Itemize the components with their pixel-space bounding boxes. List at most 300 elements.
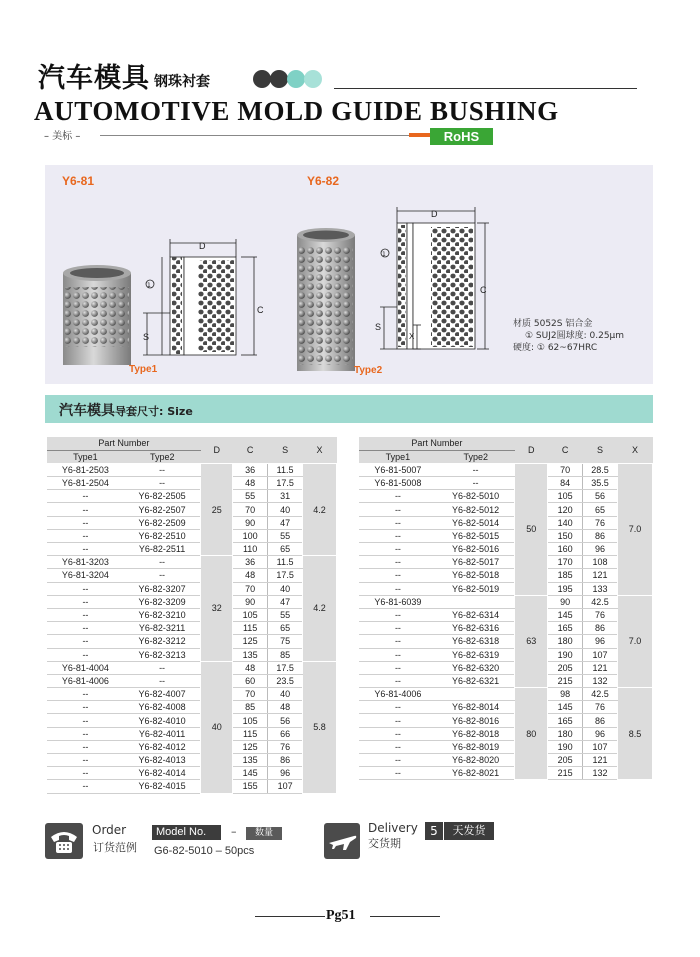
cell-s: 76	[268, 740, 303, 753]
cell-type2: Y6-82-5015	[437, 529, 515, 542]
cell-s: 65	[268, 543, 303, 556]
cell-type1: Y6-81-6039	[359, 595, 437, 608]
cell-x: 4.2	[303, 463, 337, 555]
cell-c: 190	[548, 740, 583, 753]
cell-c: 140	[548, 516, 583, 529]
size-section-band	[45, 395, 653, 423]
cell-type2: Y6-82-3211	[124, 622, 201, 635]
cell-s: 86	[268, 754, 303, 767]
cell-s: 75	[268, 635, 303, 648]
cell-type2: --	[437, 463, 515, 476]
model-label-y6-82: Y6-82	[307, 174, 340, 188]
cell-s: 56	[268, 714, 303, 727]
cell-type1: --	[47, 503, 124, 516]
cell-c: 190	[548, 648, 583, 661]
table-row	[47, 701, 337, 714]
cell-s: 17.5	[268, 661, 303, 674]
cell-type2: Y6-82-8016	[437, 714, 515, 727]
cell-type2: Y6-82-5014	[437, 516, 515, 529]
spec-ball: ① SUJ2圆球度: 0.25μm	[525, 331, 625, 341]
cell-c: 84	[548, 477, 583, 490]
cell-type1: --	[47, 714, 124, 727]
cell-type2: Y6-82-8020	[437, 754, 515, 767]
cell-type1: --	[47, 767, 124, 780]
type1-drawing	[143, 239, 257, 355]
cell-c: 115	[233, 622, 268, 635]
cell-type1: Y6-81-4004	[47, 661, 124, 674]
cell-type2: Y6-82-5019	[437, 582, 515, 595]
table-row	[359, 582, 653, 595]
cell-c: 160	[548, 543, 583, 556]
cell-s: 76	[583, 516, 618, 529]
cell-s: 11.5	[268, 556, 303, 569]
table-row	[47, 477, 337, 490]
cell-c: 180	[548, 635, 583, 648]
cell-type2: --	[124, 477, 201, 490]
cell-type2: --	[124, 661, 201, 674]
cell-type1: --	[359, 714, 437, 727]
table-row	[47, 674, 337, 687]
cell-s: 55	[268, 608, 303, 621]
cell-s: 86	[583, 529, 618, 542]
cell-type2: Y6-82-4010	[124, 714, 201, 727]
cell-c: 135	[233, 648, 268, 661]
cell-type1: --	[47, 622, 124, 635]
col-s-header: S	[583, 437, 618, 463]
table-row	[47, 463, 337, 476]
airplane-icon	[324, 823, 360, 859]
table-row	[47, 529, 337, 542]
decor-dots	[253, 70, 321, 88]
table-row	[47, 740, 337, 753]
cell-type2: Y6-82-4008	[124, 701, 201, 714]
cell-s: 47	[268, 516, 303, 529]
cell-type1: --	[359, 674, 437, 687]
cell-type2: --	[124, 463, 201, 476]
cell-x: 8.5	[618, 688, 653, 780]
cell-type2: Y6-82-6316	[437, 622, 515, 635]
cell-c: 90	[233, 516, 268, 529]
cell-c: 170	[548, 556, 583, 569]
table-row	[359, 477, 653, 490]
cell-s: 47	[268, 595, 303, 608]
type2-marker: 1	[382, 251, 386, 258]
cell-type1: --	[359, 635, 437, 648]
cell-s: 31	[268, 490, 303, 503]
order-example: G6-82-5010 – 50pcs	[154, 845, 255, 857]
cell-c: 70	[233, 503, 268, 516]
cell-d: 63	[515, 595, 548, 687]
cell-type1: --	[359, 661, 437, 674]
decor-dot	[304, 70, 322, 88]
cell-d: 50	[515, 463, 548, 595]
cell-c: 150	[548, 529, 583, 542]
cell-x: 7.0	[618, 463, 653, 595]
cell-type2: Y6-82-6318	[437, 635, 515, 648]
table-row	[359, 688, 653, 701]
cell-s: 23.5	[268, 674, 303, 687]
table-row	[47, 582, 337, 595]
cell-type1: --	[47, 516, 124, 529]
cell-type1: --	[47, 740, 124, 753]
cell-type2: Y6-82-2507	[124, 503, 201, 516]
table-row	[359, 661, 653, 674]
col-x-header: X	[618, 437, 653, 463]
type2-dim-s: S	[375, 322, 382, 332]
cell-type1: --	[47, 635, 124, 648]
table-row	[47, 556, 337, 569]
cell-type2: Y6-82-8014	[437, 701, 515, 714]
table-row	[359, 543, 653, 556]
cell-c: 135	[233, 754, 268, 767]
cell-type1: --	[359, 503, 437, 516]
cell-s: 40	[268, 688, 303, 701]
cell-type1: --	[359, 740, 437, 753]
type2-dim-x: X	[409, 332, 415, 341]
cell-s: 40	[268, 582, 303, 595]
footer-line-right	[370, 916, 440, 917]
col-type1-header: Type1	[359, 450, 437, 463]
header-subtitle-cn: 钢珠衬套	[154, 74, 210, 90]
cell-c: 145	[548, 608, 583, 621]
size-table-right	[359, 437, 653, 780]
cell-type2	[437, 595, 515, 608]
cell-c: 70	[233, 688, 268, 701]
table-row	[359, 622, 653, 635]
cell-type2: Y6-82-2505	[124, 490, 201, 503]
cell-c: 185	[548, 569, 583, 582]
cell-type2: Y6-82-2509	[124, 516, 201, 529]
cell-type1: --	[359, 516, 437, 529]
table-row	[47, 780, 337, 793]
cell-type1: --	[359, 727, 437, 740]
cell-d: 32	[201, 556, 233, 662]
cell-c: 90	[233, 595, 268, 608]
cell-type1: --	[359, 701, 437, 714]
cell-c: 60	[233, 674, 268, 687]
cell-c: 85	[233, 701, 268, 714]
phone-icon	[45, 823, 83, 859]
cell-type2: Y6-82-3212	[124, 635, 201, 648]
cell-type2: Y6-82-4012	[124, 740, 201, 753]
cell-s: 96	[268, 767, 303, 780]
cell-s: 40	[268, 503, 303, 516]
cell-c: 105	[233, 608, 268, 621]
cell-type1: --	[47, 529, 124, 542]
cell-type2: Y6-82-6314	[437, 608, 515, 621]
order-dash: –	[231, 825, 237, 838]
cell-s: 17.5	[268, 477, 303, 490]
delivery-label-en: Delivery	[368, 821, 418, 835]
model-no-label: Model No.	[152, 825, 221, 840]
cell-type2: Y6-82-5016	[437, 543, 515, 556]
cell-c: 105	[233, 714, 268, 727]
part-number-header: Part Number	[47, 437, 201, 450]
table-row	[359, 674, 653, 687]
table-row	[359, 754, 653, 767]
cell-s: 121	[583, 661, 618, 674]
cell-c: 98	[548, 688, 583, 701]
material-specs	[513, 318, 624, 354]
table-row	[359, 648, 653, 661]
table-row	[47, 714, 337, 727]
cell-x: 4.2	[303, 556, 337, 662]
cell-type2: Y6-82-4007	[124, 688, 201, 701]
type2-dim-d: D	[431, 209, 438, 219]
cell-c: 70	[548, 463, 583, 476]
cell-s: 108	[583, 556, 618, 569]
cell-type1: Y6-81-2503	[47, 463, 124, 476]
table-row	[47, 767, 337, 780]
cell-type2: Y6-82-2510	[124, 529, 201, 542]
cell-s: 65	[583, 503, 618, 516]
table-row	[359, 569, 653, 582]
cell-type2: Y6-82-2511	[124, 543, 201, 556]
cell-s: 76	[583, 701, 618, 714]
cell-c: 48	[233, 477, 268, 490]
cell-type2: Y6-82-4013	[124, 754, 201, 767]
type1-marker: 1	[147, 282, 151, 289]
cell-s: 121	[583, 754, 618, 767]
cell-type1: Y6-81-2504	[47, 477, 124, 490]
page-number: Pg51	[326, 908, 356, 923]
table-row	[47, 754, 337, 767]
cell-d: 25	[201, 463, 233, 555]
type1-dim-s: S	[143, 332, 150, 342]
cell-type1: --	[359, 543, 437, 556]
cell-type1: --	[359, 608, 437, 621]
cell-type1: --	[47, 582, 124, 595]
cell-c: 165	[548, 622, 583, 635]
col-type2-header: Type2	[437, 450, 515, 463]
cell-type1: --	[359, 622, 437, 635]
cell-c: 165	[548, 714, 583, 727]
size-title-main: 汽车模具	[59, 403, 115, 419]
cell-s: 76	[583, 608, 618, 621]
cell-c: 125	[233, 635, 268, 648]
table-row	[47, 543, 337, 556]
table-row	[359, 635, 653, 648]
table-row	[359, 556, 653, 569]
table-row	[47, 503, 337, 516]
table-row	[47, 661, 337, 674]
cell-s: 121	[583, 569, 618, 582]
cell-type2: Y6-82-3207	[124, 582, 201, 595]
cell-type2: Y6-82-5012	[437, 503, 515, 516]
table-row	[47, 688, 337, 701]
cell-type2: Y6-82-5010	[437, 490, 515, 503]
table-row	[359, 740, 653, 753]
cell-type2: Y6-82-3210	[124, 608, 201, 621]
cell-type2: Y6-82-4014	[124, 767, 201, 780]
cell-s: 132	[583, 767, 618, 780]
table-row	[359, 516, 653, 529]
cell-type2: Y6-82-4011	[124, 727, 201, 740]
cell-type2: Y6-82-6319	[437, 648, 515, 661]
cell-s: 86	[583, 622, 618, 635]
cell-s: 28.5	[583, 463, 618, 476]
cell-s: 42.5	[583, 688, 618, 701]
decor-dot	[253, 70, 271, 88]
col-s-header: S	[268, 437, 303, 463]
decor-dot	[270, 70, 288, 88]
table-row	[47, 648, 337, 661]
table-row	[47, 490, 337, 503]
cell-type1: Y6-81-4006	[47, 674, 124, 687]
cell-x: 5.8	[303, 661, 337, 793]
decor-dot	[287, 70, 305, 88]
col-type2-header: Type2	[124, 450, 201, 463]
type2-label: Type2	[354, 365, 383, 376]
cell-type2: --	[437, 477, 515, 490]
cell-c: 145	[233, 767, 268, 780]
delivery-days: 5	[425, 822, 443, 840]
type1-dim-d: D	[199, 241, 206, 251]
cell-type1: --	[47, 727, 124, 740]
order-label-cn: 订货范例	[93, 841, 137, 854]
cell-c: 55	[233, 490, 268, 503]
table-row	[359, 701, 653, 714]
cell-type1: --	[359, 556, 437, 569]
cell-type2: Y6-82-6320	[437, 661, 515, 674]
header-title-en: AUTOMOTIVE MOLD GUIDE BUSHING	[34, 96, 559, 126]
standard-label: – 美标 –	[44, 131, 81, 142]
cell-s: 86	[583, 714, 618, 727]
cell-s: 85	[268, 648, 303, 661]
cell-c: 48	[233, 569, 268, 582]
col-c-header: C	[233, 437, 268, 463]
type1-photo	[63, 265, 131, 365]
cell-c: 120	[548, 503, 583, 516]
cell-d: 80	[515, 688, 548, 780]
cell-c: 36	[233, 556, 268, 569]
cell-type2: --	[124, 556, 201, 569]
table-row	[359, 767, 653, 780]
table-row	[47, 622, 337, 635]
type2-drawing	[380, 207, 489, 349]
table-row	[47, 595, 337, 608]
cell-c: 205	[548, 661, 583, 674]
cell-s: 55	[268, 529, 303, 542]
cell-type2: Y6-82-5018	[437, 569, 515, 582]
col-type1-header: Type1	[47, 450, 124, 463]
cell-type2: --	[124, 569, 201, 582]
cell-type1: --	[47, 595, 124, 608]
size-title-sub: 导套尺寸: Size	[115, 405, 193, 418]
standard-divider	[100, 135, 410, 136]
table-row	[47, 516, 337, 529]
cell-c: 215	[548, 674, 583, 687]
cell-c: 105	[548, 490, 583, 503]
type2-dim-c: C	[480, 285, 487, 295]
cell-c: 70	[233, 582, 268, 595]
type1-dim-c: C	[257, 305, 264, 315]
col-c-header: C	[548, 437, 583, 463]
table-row	[359, 608, 653, 621]
cell-c: 145	[548, 701, 583, 714]
col-d-header: D	[201, 437, 233, 463]
cell-type1: Y6-81-5007	[359, 463, 437, 476]
table-row	[359, 503, 653, 516]
cell-s: 133	[583, 582, 618, 595]
model-label-y6-81: Y6-81	[62, 174, 95, 188]
size-table-left	[47, 437, 337, 794]
table-row	[47, 569, 337, 582]
order-label-en: Order	[92, 823, 127, 837]
table-row	[47, 608, 337, 621]
cell-type1: --	[359, 569, 437, 582]
cell-type2	[437, 688, 515, 701]
cell-c: 110	[233, 543, 268, 556]
cell-type1: --	[359, 582, 437, 595]
table-row	[359, 463, 653, 476]
cell-type1: --	[47, 754, 124, 767]
cell-c: 125	[233, 740, 268, 753]
cell-type1: --	[47, 688, 124, 701]
cell-type2: Y6-82-4015	[124, 780, 201, 793]
cell-d: 40	[201, 661, 233, 793]
header-title-cn-row	[38, 60, 210, 94]
delivery-days-text: 天发货	[444, 822, 494, 840]
cell-type1: --	[47, 648, 124, 661]
cell-type1: --	[47, 780, 124, 793]
cell-type2: --	[124, 674, 201, 687]
cell-type1: --	[47, 608, 124, 621]
table-row	[359, 714, 653, 727]
table-row	[359, 490, 653, 503]
type1-label: Type1	[129, 364, 158, 375]
cell-type1: Y6-81-3204	[47, 569, 124, 582]
accent-bar	[409, 133, 430, 137]
cell-type1: --	[359, 767, 437, 780]
cell-s: 96	[583, 727, 618, 740]
cell-x: 7.0	[618, 595, 653, 687]
cell-type2: Y6-82-3213	[124, 648, 201, 661]
part-number-header: Part Number	[359, 437, 515, 450]
cell-type2: Y6-82-6321	[437, 674, 515, 687]
cell-type2: Y6-82-5017	[437, 556, 515, 569]
rohs-badge: RoHS	[430, 128, 493, 145]
cell-type2: Y6-82-3209	[124, 595, 201, 608]
cell-type1: --	[359, 490, 437, 503]
table-row	[359, 727, 653, 740]
cell-c: 215	[548, 767, 583, 780]
header-divider	[334, 88, 637, 89]
cell-type1: Y6-81-5008	[359, 477, 437, 490]
cell-c: 115	[233, 727, 268, 740]
cell-type1: --	[47, 543, 124, 556]
cell-s: 48	[268, 701, 303, 714]
cell-type1: --	[359, 529, 437, 542]
col-d-header: D	[515, 437, 548, 463]
cell-c: 180	[548, 727, 583, 740]
cell-s: 132	[583, 674, 618, 687]
table-row	[47, 727, 337, 740]
cell-type2: Y6-82-8018	[437, 727, 515, 740]
type2-photo	[297, 228, 355, 371]
cell-c: 100	[233, 529, 268, 542]
cell-c: 48	[233, 661, 268, 674]
delivery-label-cn: 交货期	[368, 837, 401, 850]
quantity-label: 数量	[246, 827, 282, 840]
cell-s: 17.5	[268, 569, 303, 582]
cell-c: 195	[548, 582, 583, 595]
cell-type2: Y6-82-8021	[437, 767, 515, 780]
cell-s: 11.5	[268, 463, 303, 476]
cell-c: 90	[548, 595, 583, 608]
cell-s: 65	[268, 622, 303, 635]
spec-material: 材质 5052S 铝合金	[513, 319, 593, 329]
